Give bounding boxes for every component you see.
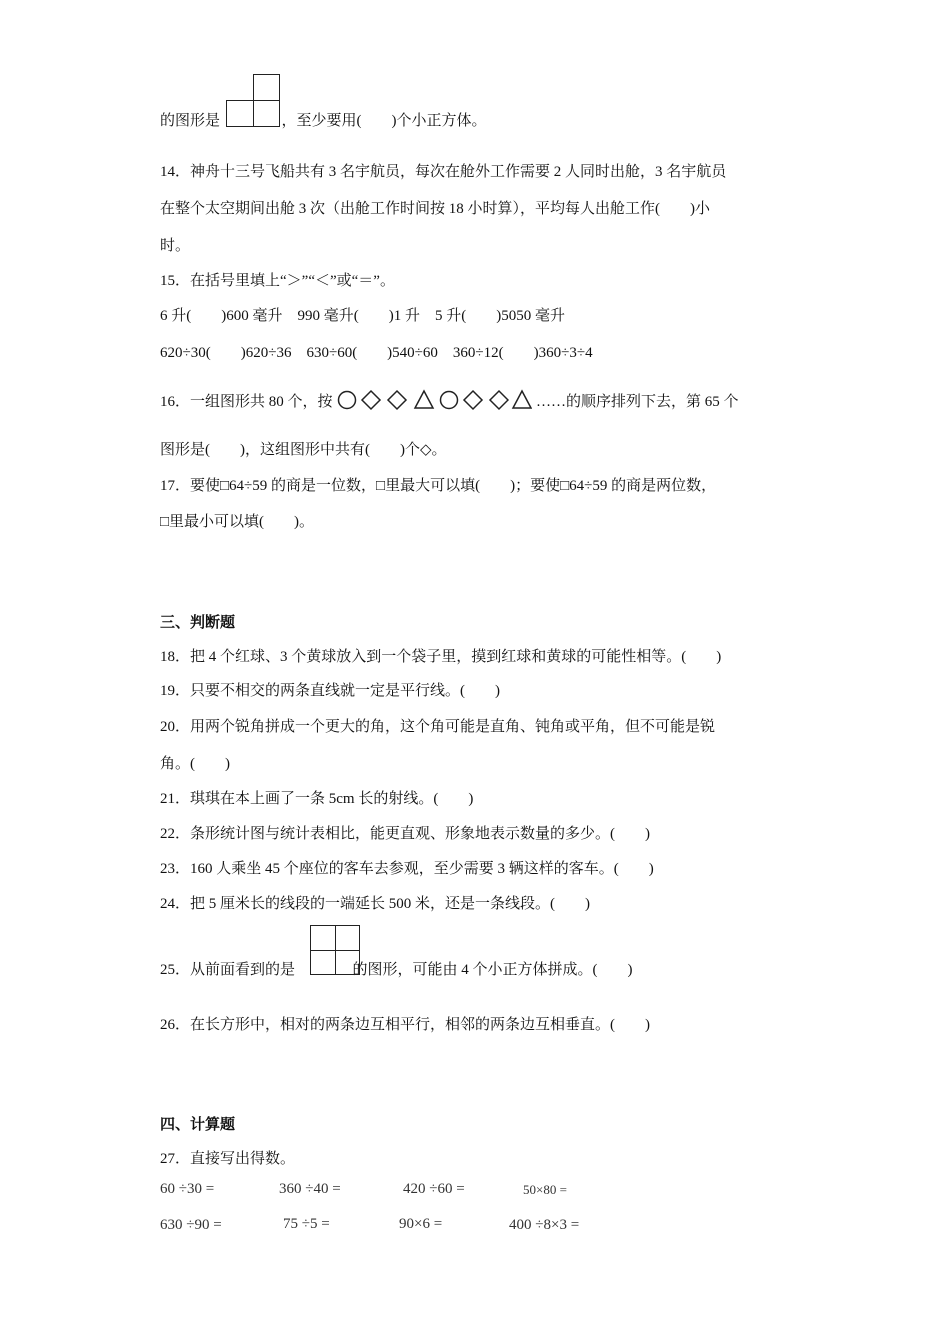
calc-item: 420 ÷60 = [403, 1181, 465, 1197]
q25-grid-figure [310, 925, 360, 975]
q18: 18．把 4 个红球、3 个黄球放入到一个袋子里，摸到红球和黄球的可能性相等。( ) [160, 649, 722, 665]
calc-item: 60 ÷30 = [160, 1181, 215, 1197]
q16-suffix: ……的顺序排列下去，第 65 个 [536, 394, 739, 410]
section-4-title: 四、计算题 [160, 1115, 236, 1133]
q27-title: 27．直接写出得数。 [160, 1151, 296, 1167]
q25-prefix: 25．从前面看到的是 [160, 962, 296, 978]
section-3-title: 三、判断题 [160, 613, 236, 631]
q20-line2: 角。( ) [160, 756, 230, 772]
calc-item: 90×6 = [399, 1216, 443, 1232]
q14-line2: 在整个太空期间出舱 3 次（出舱工作时间按 18 小时算），平均每人出舱工作( )小 [160, 201, 710, 217]
q19: 19．只要不相交的两条直线就一定是平行线。( ) [160, 683, 500, 699]
q13-prefix: 的图形是 [160, 113, 221, 129]
q24: 24．把 5 厘米长的线段的一端延长 500 米，还是一条线段。( ) [160, 896, 590, 912]
q15-row2: 620÷30( )620÷36 630÷60( )540÷60 360÷12( )360÷3÷4 [160, 345, 593, 361]
q13-text: ，至少要用( )个小正方体。 [281, 113, 487, 129]
calc-item: 50×80 = [523, 1182, 567, 1197]
q25-line [160, 960, 633, 980]
q20-line1: 20．用两个锐角拼成一个更大的角，这个角可能是直角、钝角或平角，但不可能是锐 [160, 719, 716, 735]
calc-item: 400 ÷8×3 = [509, 1217, 580, 1233]
q16-prefix: 16．一组图形共 80 个，按 [160, 394, 333, 410]
q16-line2: 图形是( )，这组图形中共有( )个◇。 [160, 442, 447, 458]
calc-item: 630 ÷90 = [160, 1217, 222, 1233]
q13-cube-figure [226, 74, 280, 128]
q15-title: 15．在括号里填上“＞”“＜”或“＝”。 [160, 273, 395, 289]
q14-line3: 时。 [160, 238, 191, 254]
q15-row1: 6 升( )600 毫升 990 毫升( )1 升 5 升( )5050 毫升 [160, 308, 565, 324]
q25-suffix: 的图形，可能由 4 个小正方体拼成。( ) [352, 962, 633, 978]
q13-line [160, 111, 487, 131]
q17-line1: 17．要使□64÷59 的商是一位数，□里最大可以填( )；要使□64÷59 的商是两位数， [160, 478, 717, 494]
q21: 21．琪琪在本上画了一条 5cm 长的射线。( ) [160, 791, 474, 807]
shape-sequence-icon [336, 389, 532, 411]
q16-line1 [160, 392, 739, 412]
calc-item: 360 ÷40 = [279, 1181, 341, 1197]
q22: 22．条形统计图与统计表相比，能更直观、形象地表示数量的多少。( ) [160, 826, 650, 842]
calc-item: 75 ÷5 = [283, 1216, 330, 1232]
q26: 26．在长方形中，相对的两条边互相平行，相邻的两条边互相垂直。( ) [160, 1017, 650, 1033]
q23: 23．160 人乘坐 45 个座位的客车去参观，至少需要 3 辆这样的客车。( ) [160, 861, 654, 877]
q17-line2: □里最小可以填( )。 [160, 514, 315, 530]
q14-line1: 14．神舟十三号飞船共有 3 名宇航员，每次在舱外工作需要 2 人同时出舱，3 名宇航员 [160, 164, 727, 180]
